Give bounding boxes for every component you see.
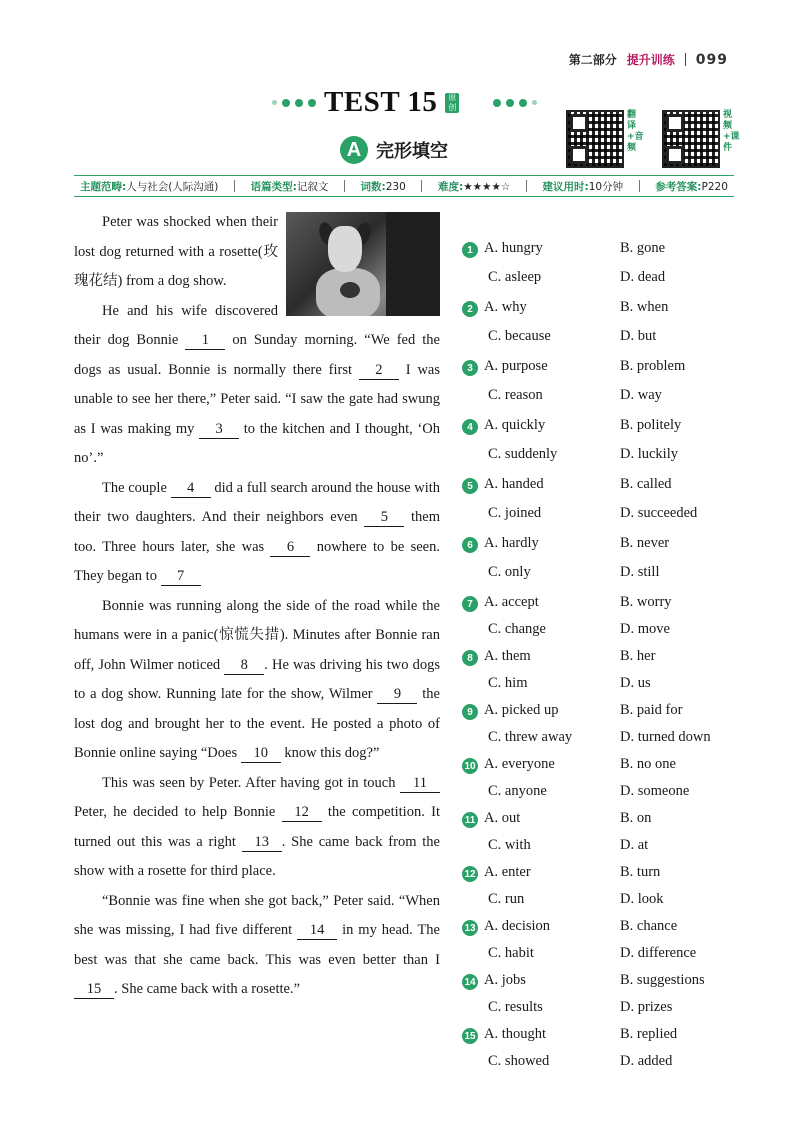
cloze-passage xyxy=(74,208,440,1005)
qr-code-icon[interactable] xyxy=(662,110,720,168)
info-separator xyxy=(234,180,235,192)
info-word-count: 词数:230 xyxy=(360,180,406,193)
option-c[interactable]: C. showed xyxy=(488,1053,550,1069)
paragraph-3: The couple 4 did a full search around the house with their two daughters. And their neighbors even 5 them too. Three hours later, she was 6 nowhere to be seen. They began to 7 xyxy=(74,479,441,584)
option-a[interactable]: A. purpose xyxy=(484,358,548,374)
option-b[interactable]: B. politely xyxy=(620,417,682,433)
option-c[interactable]: C. only xyxy=(488,564,531,580)
option-d[interactable]: D. dead xyxy=(620,269,666,285)
question-number-badge: 4 xyxy=(462,419,478,435)
paragraph-6: “Bonnie was fine when she got back,” Peter said. “When she was missing, I had five different 14 in my head. The best was that she came back. This was even better than I 15 . She came back with a rosette.” xyxy=(74,892,440,997)
question-number-badge: 13 xyxy=(462,920,478,936)
right-dots xyxy=(493,99,537,107)
option-d[interactable]: D. difference xyxy=(620,945,697,961)
option-a[interactable]: A. jobs xyxy=(484,972,526,988)
info-difficulty: 难度:★★★★☆ xyxy=(438,180,511,193)
question-number-badge: 15 xyxy=(462,1028,478,1044)
option-c[interactable]: C. habit xyxy=(488,945,534,961)
question-4 xyxy=(462,417,742,476)
dot-icon xyxy=(506,99,514,107)
option-c[interactable]: C. threw away xyxy=(488,729,573,745)
option-d[interactable]: D. turned down xyxy=(620,729,711,745)
option-c[interactable]: C. him xyxy=(488,675,528,691)
qr-code-icon[interactable] xyxy=(566,110,624,168)
question-number-badge: 3 xyxy=(462,360,478,376)
option-a[interactable]: A. out xyxy=(484,810,521,826)
info-time: 建议用时:10分钟 xyxy=(542,180,624,193)
section-heading xyxy=(340,136,448,164)
option-b[interactable]: B. when xyxy=(620,299,669,315)
question-5 xyxy=(462,476,742,535)
dot-icon xyxy=(282,99,290,107)
blank-4[interactable]: 4 xyxy=(171,479,211,498)
question-8 xyxy=(462,648,742,702)
option-d[interactable]: D. at xyxy=(620,837,649,853)
paragraph-5: This was seen by Peter. After having got in touch 11 Peter, he decided to help Bonnie 12 the competition. It turned out this was a right 13 . She came back from the show with a rosette for third place. xyxy=(74,774,441,879)
blank-13[interactable]: 13 xyxy=(242,833,282,852)
option-b[interactable]: B. turn xyxy=(620,864,661,880)
question-14 xyxy=(462,972,742,1026)
option-c[interactable]: C. run xyxy=(488,891,525,907)
question-number-badge: 5 xyxy=(462,478,478,494)
dog-head-shape xyxy=(328,226,362,272)
header-part: 第二部分 xyxy=(568,53,617,67)
option-b[interactable]: B. gone xyxy=(620,240,666,256)
person-shape xyxy=(386,212,440,316)
question-number-badge: 7 xyxy=(462,596,478,612)
option-a[interactable]: A. enter xyxy=(484,864,531,880)
option-d[interactable]: D. way xyxy=(620,387,662,403)
blank-2[interactable]: 2 xyxy=(359,361,399,380)
blank-7[interactable]: 7 xyxy=(161,567,201,586)
section-title: 完形填空 xyxy=(376,141,448,162)
dog-spot-shape xyxy=(340,282,360,298)
dot-icon xyxy=(493,99,501,107)
blank-3[interactable]: 3 xyxy=(199,420,239,439)
option-a[interactable]: A. decision xyxy=(484,918,551,934)
question-number-badge: 2 xyxy=(462,301,478,317)
info-bar xyxy=(74,175,734,197)
option-b[interactable]: B. her xyxy=(620,648,656,664)
option-c[interactable]: C. anyone xyxy=(488,783,547,799)
option-c[interactable]: C. suddenly xyxy=(488,446,558,462)
test-title-row xyxy=(272,86,537,119)
option-b[interactable]: B. no one xyxy=(620,756,676,772)
info-genre: 语篇类型:记叙文 xyxy=(250,180,329,193)
question-3 xyxy=(462,358,742,417)
paragraph-1: Peter was shocked when their lost dog returned with a rosette(玫瑰花结) from a dog show. xyxy=(74,214,278,289)
blank-5[interactable]: 5 xyxy=(364,508,404,527)
question-11 xyxy=(462,810,742,864)
option-d[interactable]: D. move xyxy=(620,621,670,637)
qr-label: 视频+课件 xyxy=(723,110,740,153)
option-a[interactable]: A. everyone xyxy=(484,756,555,772)
header-training: 提升训练 xyxy=(626,53,675,67)
blank-15[interactable]: 15 xyxy=(74,980,114,999)
blank-11[interactable]: 11 xyxy=(400,774,440,793)
option-c[interactable]: C. because xyxy=(488,328,551,344)
page-number: 099 xyxy=(695,51,728,68)
paragraph-2: He and his wife discovered their dog Bonnie 1 on Sunday morning. “We fed the dogs as usual. Bonnie is normally there first 2 I was unable to see her there,” Peter said. “I saw the gate had swung as I was making my 3 to the kitchen and I thought, ‘Oh no’.” xyxy=(74,302,441,466)
option-a[interactable]: A. picked up xyxy=(484,702,559,718)
question-number-badge: 14 xyxy=(462,974,478,990)
left-dots xyxy=(272,99,316,107)
question-15 xyxy=(462,1026,742,1080)
question-9 xyxy=(462,702,742,756)
question-7 xyxy=(462,594,742,648)
question-number-badge: 8 xyxy=(462,650,478,666)
info-separator xyxy=(421,180,422,192)
option-d[interactable]: D. prizes xyxy=(620,999,673,1015)
question-number-badge: 6 xyxy=(462,537,478,553)
option-a[interactable]: A. hungry xyxy=(484,240,543,256)
dot-icon xyxy=(519,99,527,107)
option-a[interactable]: A. hardly xyxy=(484,535,539,551)
blank-10[interactable]: 10 xyxy=(241,744,281,763)
option-a[interactable]: A. thought xyxy=(484,1026,547,1042)
option-d[interactable]: D. succeeded xyxy=(620,505,698,521)
option-d[interactable]: D. luckily xyxy=(620,446,678,462)
option-d[interactable]: D. look xyxy=(620,891,664,907)
dot-icon xyxy=(532,100,537,105)
option-a[interactable]: A. handed xyxy=(484,476,544,492)
qr-video-courseware[interactable] xyxy=(662,110,740,168)
option-c[interactable]: C. with xyxy=(488,837,531,853)
option-d[interactable]: D. us xyxy=(620,675,651,691)
option-b[interactable]: B. problem xyxy=(620,358,686,374)
option-c[interactable]: C. joined xyxy=(488,505,542,521)
info-separator xyxy=(344,180,345,192)
option-c[interactable]: C. reason xyxy=(488,387,543,403)
question-12 xyxy=(462,864,742,918)
question-2 xyxy=(462,299,742,358)
option-b[interactable]: B. suggestions xyxy=(620,972,705,988)
original-badge: 原创 xyxy=(445,93,459,113)
paragraph-4: Bonnie was running along the side of the road while the humans were in a panic(惊慌失措). Minutes after Bonnie ran off, John Wilmer noticed 8 . He was driving his two dogs to a dog show. Running late for the show, Wilmer 9 the lost dog and brought her to the event. He posted a photo of Bonnie online saying “Does 10 know this dog?” xyxy=(74,597,440,761)
option-c[interactable]: C. asleep xyxy=(488,269,542,285)
question-number-badge: 11 xyxy=(462,812,478,828)
question-13 xyxy=(462,918,742,972)
question-number-badge: 1 xyxy=(462,242,478,258)
qr-translation-audio[interactable] xyxy=(566,110,644,168)
answer-options xyxy=(462,240,742,1080)
question-number-badge: 12 xyxy=(462,866,478,882)
option-d[interactable]: D. still xyxy=(620,564,660,580)
dot-icon xyxy=(272,100,277,105)
info-separator xyxy=(526,180,527,192)
option-b[interactable]: B. paid for xyxy=(620,702,683,718)
info-answer-ref: 参考答案:P220 xyxy=(655,180,728,193)
option-a[interactable]: A. quickly xyxy=(484,417,546,433)
option-b[interactable]: B. called xyxy=(620,476,672,492)
info-topic: 主题范畴:人与社会(人际沟通) xyxy=(80,180,219,193)
difficulty-stars: ★★★★☆ xyxy=(463,180,511,193)
option-a[interactable]: A. them xyxy=(484,648,531,664)
option-d[interactable]: D. someone xyxy=(620,783,690,799)
header-divider xyxy=(685,53,686,66)
option-d[interactable]: D. but xyxy=(620,328,657,344)
option-c[interactable]: C. change xyxy=(488,621,546,637)
option-b[interactable]: B. on xyxy=(620,810,652,826)
dot-icon xyxy=(295,99,303,107)
option-c[interactable]: C. results xyxy=(488,999,543,1015)
question-10 xyxy=(462,756,742,810)
option-b[interactable]: B. worry xyxy=(620,594,672,610)
blank-8[interactable]: 8 xyxy=(224,656,264,675)
question-number-badge: 10 xyxy=(462,758,478,774)
section-letter-badge: A xyxy=(340,136,368,164)
info-separator xyxy=(639,180,640,192)
option-b[interactable]: B. chance xyxy=(620,918,678,934)
option-b[interactable]: B. replied xyxy=(620,1026,678,1042)
option-d[interactable]: D. added xyxy=(620,1053,673,1069)
page-header xyxy=(569,51,728,68)
option-a[interactable]: A. why xyxy=(484,299,527,315)
option-b[interactable]: B. never xyxy=(620,535,670,551)
blank-1[interactable]: 1 xyxy=(185,331,225,350)
blank-12[interactable]: 12 xyxy=(282,803,322,822)
dot-icon xyxy=(308,99,316,107)
blank-14[interactable]: 14 xyxy=(297,921,337,940)
question-6 xyxy=(462,535,742,594)
qr-label: 翻译+音频 xyxy=(627,110,644,153)
option-a[interactable]: A. accept xyxy=(484,594,539,610)
blank-9[interactable]: 9 xyxy=(377,685,417,704)
blank-6[interactable]: 6 xyxy=(270,538,310,557)
test-title: TEST 15 xyxy=(324,86,438,118)
question-number-badge: 9 xyxy=(462,704,478,720)
question-1 xyxy=(462,240,742,299)
dog-photo xyxy=(286,212,440,316)
